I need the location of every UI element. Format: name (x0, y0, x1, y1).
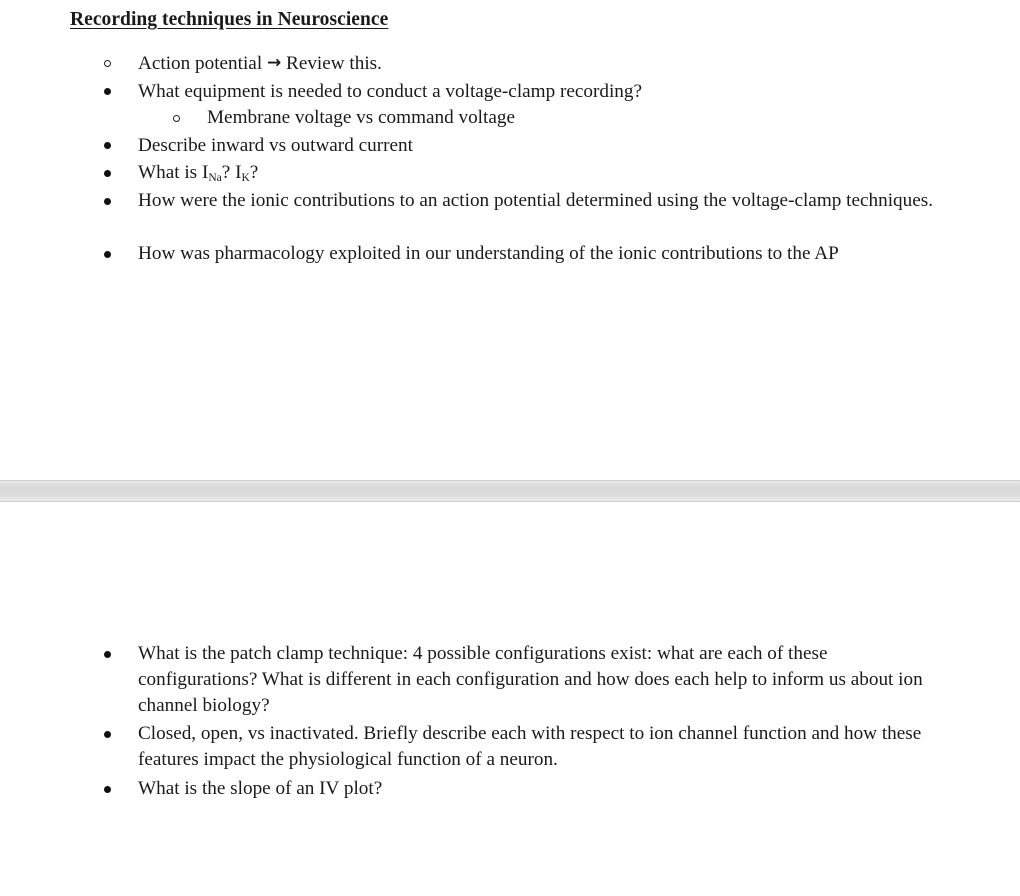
page-break-separator (0, 480, 1020, 502)
list-item-text: Closed, open, vs inactivated. Briefly describe each with respect to ion channel function and how these features impact the physiological function of a neuron. (138, 723, 922, 770)
disc-bullet-icon (104, 251, 111, 258)
list-item-text: What is the patch clamp technique: 4 possible configurations exist: what are each of these configurations? What is different in each configuration and how does each help to inform us about ion channel biology? (138, 643, 923, 716)
disc-bullet-icon (104, 731, 111, 738)
list-item-text (138, 51, 382, 77)
list-item-text-part: Review this. (286, 53, 382, 74)
disc-bullet-icon (104, 651, 111, 658)
list-item-text: How were the ionic contributions to an action potential determined using the voltage-clamp techniques. (138, 190, 933, 211)
list-item-text-part: ? I (221, 162, 242, 183)
disc-bullet-icon (104, 88, 111, 95)
list-item-text: Membrane voltage vs command voltage (207, 107, 515, 128)
right-arrow-icon: → (266, 53, 282, 73)
list-item-text: What is the slope of an IV plot? (138, 778, 383, 799)
open-circle-bullet-icon (173, 115, 180, 122)
disc-bullet-icon (104, 198, 111, 205)
list-item-text (138, 160, 258, 186)
list-item-text-part: ? (249, 162, 259, 183)
document-heading: Recording techniques in Neuroscience (70, 9, 389, 30)
document-page-2 (0, 502, 1020, 896)
list-item-text: How was pharmacology exploited in our understanding of the ionic contributions to the AP (138, 243, 839, 264)
open-circle-bullet-icon (104, 60, 111, 67)
subscript-na: Na (208, 172, 222, 184)
subscript-k: K (241, 172, 250, 184)
disc-bullet-icon (104, 786, 111, 793)
list-item-text-part: What is I (138, 162, 209, 183)
list-item-text: Describe inward vs outward current (138, 135, 413, 156)
disc-bullet-icon (104, 142, 111, 149)
disc-bullet-icon (104, 170, 111, 177)
list-item-text-part: Action potential (138, 53, 263, 74)
list-item-text: What equipment is needed to conduct a voltage-clamp recording? (138, 81, 643, 102)
